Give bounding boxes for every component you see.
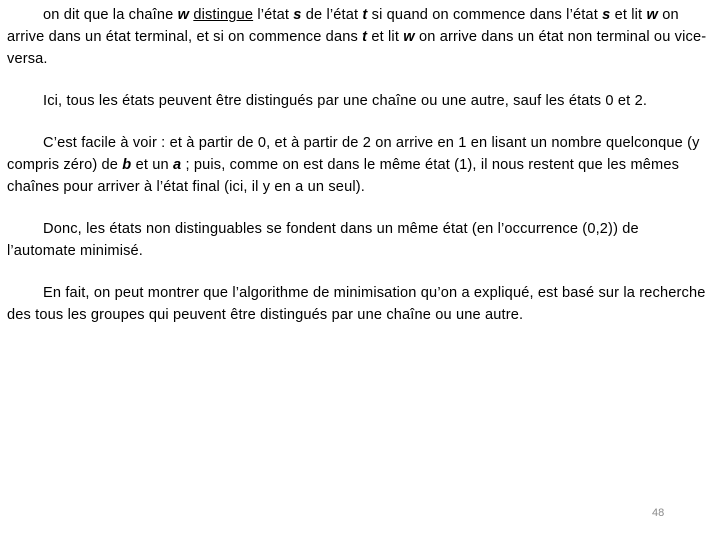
- text-run: et lit: [610, 7, 647, 23]
- text-run: on dit que la chaîne: [43, 7, 178, 23]
- text-run: et lit: [367, 29, 404, 45]
- paragraph: [7, 132, 707, 198]
- text-run: En fait, on peut montrer que l’algorithme de minimisation qu’on a expliqué, est basé sur la recherche des tous les groupes qui peuvent être distingués par une chaîne ou une autre.: [7, 285, 706, 323]
- text-run: si quand on commence dans l’état: [367, 7, 603, 23]
- text-run: on arrive dans un état terminal, et si on commence dans: [7, 7, 679, 45]
- text-run: Donc, les états non distinguables se fondent dans un même état (en l’occurrence (0,2)) de l’automate minimisé.: [7, 221, 639, 259]
- text-run: de l’état: [301, 7, 363, 23]
- page-number: 48: [652, 507, 665, 519]
- underlined-term: distingue: [193, 7, 254, 23]
- text-run: Ici, tous les états peuvent être distingués par une chaîne ou une autre, sauf les états 0 et 2.: [43, 93, 648, 109]
- paragraph: [7, 90, 707, 112]
- text-run: et un: [131, 157, 173, 173]
- variable: t: [362, 7, 368, 23]
- variable: b: [122, 157, 132, 173]
- paragraph: [7, 4, 707, 70]
- variable: w: [177, 7, 190, 23]
- variable: a: [172, 157, 182, 173]
- variable: w: [403, 29, 415, 45]
- variable: s: [293, 7, 302, 23]
- text-run: l’état: [253, 7, 294, 23]
- paragraph: [7, 218, 707, 262]
- text-run: C’est facile à voir : et à partir de 0, et à partir de 2 on arrive en 1 en lisant un nombre quelconque (y compris zéro) de: [7, 135, 700, 173]
- variable: t: [362, 29, 368, 45]
- paragraph: [7, 282, 707, 326]
- slide-body: [7, 4, 707, 346]
- text-run: ; puis, comme on est dans le même état (1), il nous restent que les mêmes chaînes pour arriver à l’état final (ici, il y en a un seul).: [7, 157, 680, 195]
- variable: w: [646, 7, 658, 23]
- variable: s: [602, 7, 611, 23]
- text-run: on arrive dans un état non terminal ou vice-versa.: [7, 29, 707, 67]
